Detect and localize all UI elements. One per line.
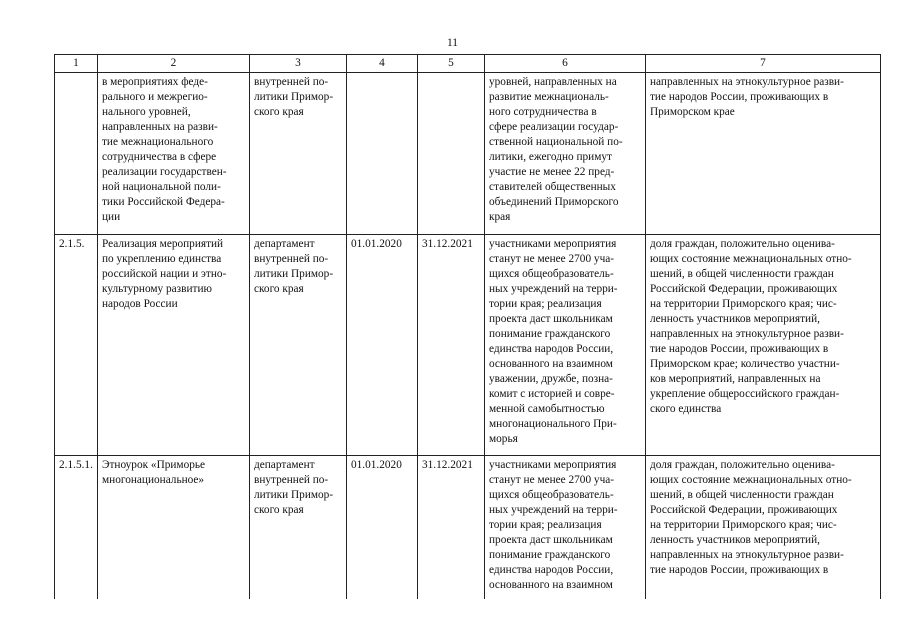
- row-number: 2.1.5.: [55, 235, 98, 456]
- start-date: 01.01.2020: [347, 235, 418, 456]
- row-number: 2.1.5.1.: [55, 456, 98, 600]
- table-header-row: [55, 55, 881, 73]
- indicator: доля граждан, положительно оценива- ющих состояние межнациональных отно- шений, в общей численности граждан Российской Федерации, проживающих на территории Приморского края; чис- ленность участников мероприятий, направленных на этнокультурное разви- тие народов России, проживающих в Приморском крае; количество участни- ков мероприятий, направленных на укрепление общероссийского граждан- ского единства: [646, 235, 881, 456]
- end-date: [418, 73, 485, 235]
- expected-result: участниками мероприятия станут не менее 2700 уча- щихся общеобразователь- ных учреждений на терри- тории края; реализация проекта даст школьникам понимание гражданского единства народов России, основанного на взаимном уважении, дружбе, позна- комит с историей и совре- менной самобытностью многонационального При- морья: [485, 235, 646, 456]
- executor: департамент внутренней по- литики Примор- ского края: [250, 456, 347, 600]
- column-header: 4: [347, 55, 418, 73]
- indicator: направленных на этнокультурное разви- тие народов России, проживающих в Приморском крае: [646, 73, 881, 235]
- executor: внутренней по- литики Примор- ского края: [250, 73, 347, 235]
- indicator: доля граждан, положительно оценива- ющих состояние межнациональных отно- шений, в общей численности граждан Российской Федерации, проживающих на территории Приморского края; чис- ленность участников мероприятий, направленных на этнокультурное разви- тие народов России, проживающих в: [646, 456, 881, 600]
- activity-name: Этноурок «Приморье многонациональное»: [98, 456, 250, 600]
- row-number: [55, 73, 98, 235]
- column-header: 6: [485, 55, 646, 73]
- column-header: 1: [55, 55, 98, 73]
- plan-table: [54, 54, 881, 599]
- expected-result: участниками мероприятия станут не менее 2700 уча- щихся общеобразователь- ных учреждений на терри- тории края; реализация проекта даст школьникам понимание гражданского единства народов России, основанного на взаимном: [485, 456, 646, 600]
- activity-name: в мероприятиях феде- рального и межрегио- нального уровней, направленных на разви- тие межнационального сотрудничества в сфере реализации государствен- ной национальной поли- тики Российской Федера- ции: [98, 73, 250, 235]
- activity-name: Реализация мероприятий по укреплению единства российской нации и этно- культурному развитию народов России: [98, 235, 250, 456]
- column-header: 7: [646, 55, 881, 73]
- start-date: [347, 73, 418, 235]
- table-row: [55, 456, 881, 600]
- expected-result: уровней, направленных на развитие межнациональ- ного сотрудничества в сфере реализации государ- ственной национальной по- литики, ежегодно примут участие не менее 22 пред- ставителей общественных объединений Приморского края: [485, 73, 646, 235]
- start-date: 01.01.2020: [347, 456, 418, 600]
- end-date: 31.12.2021: [418, 456, 485, 600]
- page-number: 11: [446, 37, 459, 49]
- column-header: 2: [98, 55, 250, 73]
- column-header: 5: [418, 55, 485, 73]
- table-row: [55, 235, 881, 456]
- end-date: 31.12.2021: [418, 235, 485, 456]
- executor: департамент внутренней по- литики Примор- ского края: [250, 235, 347, 456]
- table-row: [55, 73, 881, 235]
- column-header: 3: [250, 55, 347, 73]
